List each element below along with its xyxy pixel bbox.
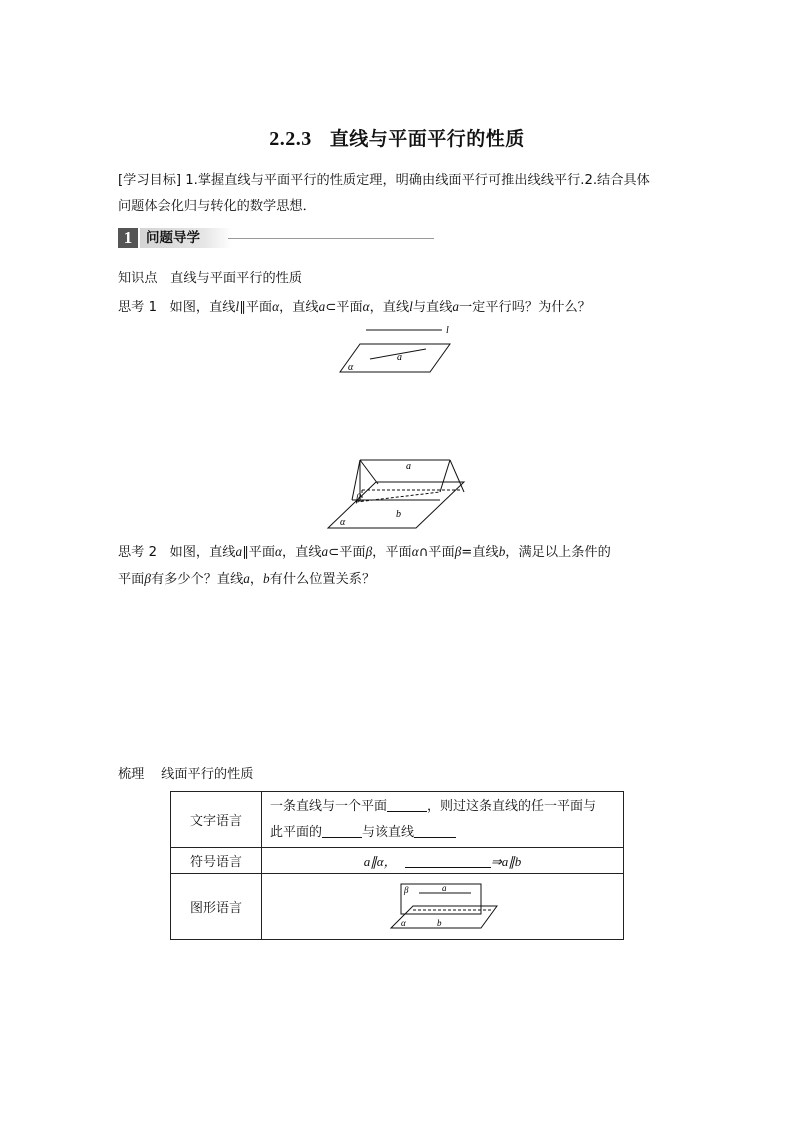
math-symbol: b — [498, 544, 506, 559]
label-alpha: α — [400, 917, 406, 928]
math-symbol: β — [144, 571, 151, 586]
math-symbol: a — [243, 571, 250, 586]
math-symbol: α — [411, 544, 419, 559]
summary-label: 梳理 — [118, 767, 145, 782]
think-1-text: ，直线 — [369, 300, 410, 315]
label-b: b — [436, 917, 441, 928]
math-symbol: a — [235, 544, 243, 559]
plane-alpha — [340, 344, 450, 372]
plane-alpha — [328, 482, 464, 528]
knowledge-point — [118, 266, 302, 292]
think-2-text: 有多少个？直线 — [150, 572, 244, 587]
think-2-label: 思考 2 — [118, 545, 157, 560]
fill-blank[interactable] — [387, 798, 427, 812]
think-1 — [118, 294, 688, 321]
math-symbol: a — [318, 299, 326, 314]
row-label: 符号语言 — [171, 848, 262, 874]
think-2-line-1 — [118, 539, 698, 566]
page-title — [0, 124, 794, 151]
math-symbol: l — [235, 299, 240, 314]
think-2-text: ∥平面 — [242, 545, 276, 560]
think-2-text: ，平面 — [372, 545, 412, 560]
label-a: a — [441, 882, 446, 893]
think-2-text: ∩平面 — [418, 545, 455, 560]
objective-line-1 — [118, 168, 688, 194]
math-symbol: β — [454, 544, 462, 559]
label-beta: β — [356, 493, 361, 504]
figure-3-planes — [387, 880, 499, 934]
cell-text: 一条直线与一个平面 — [270, 798, 388, 814]
math-symbol: a — [321, 544, 329, 559]
plane-beta-edge — [360, 460, 378, 484]
label-alpha: α — [348, 362, 354, 373]
cell-math: a∥α， — [363, 854, 397, 869]
objective-text-1: 1.掌握直线与平面平行的性质定理，明确由线面平行可推出线线平行.2.结合具体 — [185, 173, 650, 188]
figure-language-cell — [262, 874, 624, 940]
math-symbol: b — [263, 571, 270, 586]
cell-text: 与该直线 — [362, 824, 415, 840]
label-beta: β — [403, 884, 408, 895]
knowledge-point-label: 知识点 — [118, 271, 158, 286]
think-1-text: ，直线 — [279, 300, 319, 315]
math-symbol: l — [409, 299, 413, 314]
cell-text: 此平面的 — [270, 824, 323, 840]
section-banner-rule — [228, 238, 434, 239]
think-2-line-2 — [118, 566, 698, 593]
table-row — [171, 792, 624, 848]
cell-text: ，则过这条直线的任一平面与 — [427, 798, 597, 814]
math-symbol: a — [452, 299, 459, 314]
objective-label: [学习目标] — [118, 173, 182, 188]
think-2-text: 平面 — [118, 572, 145, 587]
section-banner — [118, 228, 434, 250]
cell-math: ⇒a∥b — [490, 854, 522, 869]
row-label: 文字语言 — [171, 792, 262, 848]
table-row — [171, 874, 624, 940]
think-2-text: ， — [249, 572, 264, 587]
think-1-text: 一定平行吗？为什么？ — [458, 300, 591, 315]
plane-beta-edge — [440, 460, 450, 492]
label-a: a — [406, 461, 411, 472]
figure-1-line-plane — [330, 322, 470, 378]
label-alpha: α — [340, 517, 346, 528]
math-symbol: α — [275, 544, 282, 559]
think-1-text: ∥平面 — [239, 300, 273, 315]
label-a: a — [397, 352, 402, 363]
think-2-text: ，满足以上条件的 — [505, 545, 611, 560]
think-1-label: 思考 1 — [118, 300, 157, 315]
symbol-language-cell — [262, 848, 624, 874]
label-l: l — [446, 325, 449, 336]
think-2-text: ，直线 — [281, 545, 322, 560]
section-banner-number: 1 — [118, 228, 138, 248]
plane-beta-edge — [450, 460, 464, 492]
figure-2-planes — [322, 454, 470, 532]
math-symbol: β — [365, 544, 373, 559]
think-1-text: 如图，直线 — [169, 300, 236, 315]
think-2-text: ⊂平面 — [328, 545, 366, 560]
math-symbol: α — [362, 299, 370, 314]
knowledge-point-text: 直线与平面平行的性质 — [170, 271, 303, 286]
summary-title: 线面平行的性质 — [161, 767, 254, 782]
section-number: 2.2.3 — [269, 128, 312, 150]
think-2-text: 有什么位置关系？ — [269, 572, 376, 587]
row-label: 图形语言 — [171, 874, 262, 940]
section-banner-title: 问题导学 — [146, 230, 200, 246]
objective-text-2: 问题体会化归与转化的数学思想． — [118, 199, 316, 214]
text-language-cell — [262, 792, 624, 848]
label-b: b — [396, 509, 401, 520]
learning-objective — [118, 168, 688, 220]
fill-blank[interactable] — [414, 824, 456, 838]
think-1-text: ⊂平面 — [325, 300, 363, 315]
table-row — [171, 848, 624, 874]
think-1-text: 与直线 — [412, 300, 453, 315]
think-2-text: =直线 — [461, 545, 499, 560]
title-text: 直线与平面平行的性质 — [329, 128, 525, 150]
fill-blank[interactable] — [322, 824, 362, 838]
math-symbol: α — [272, 299, 280, 314]
summary-table — [170, 791, 624, 940]
fill-blank[interactable] — [405, 854, 491, 868]
summary-heading — [118, 762, 253, 788]
think-2 — [118, 539, 698, 593]
think-2-text: 如图，直线 — [169, 545, 236, 560]
